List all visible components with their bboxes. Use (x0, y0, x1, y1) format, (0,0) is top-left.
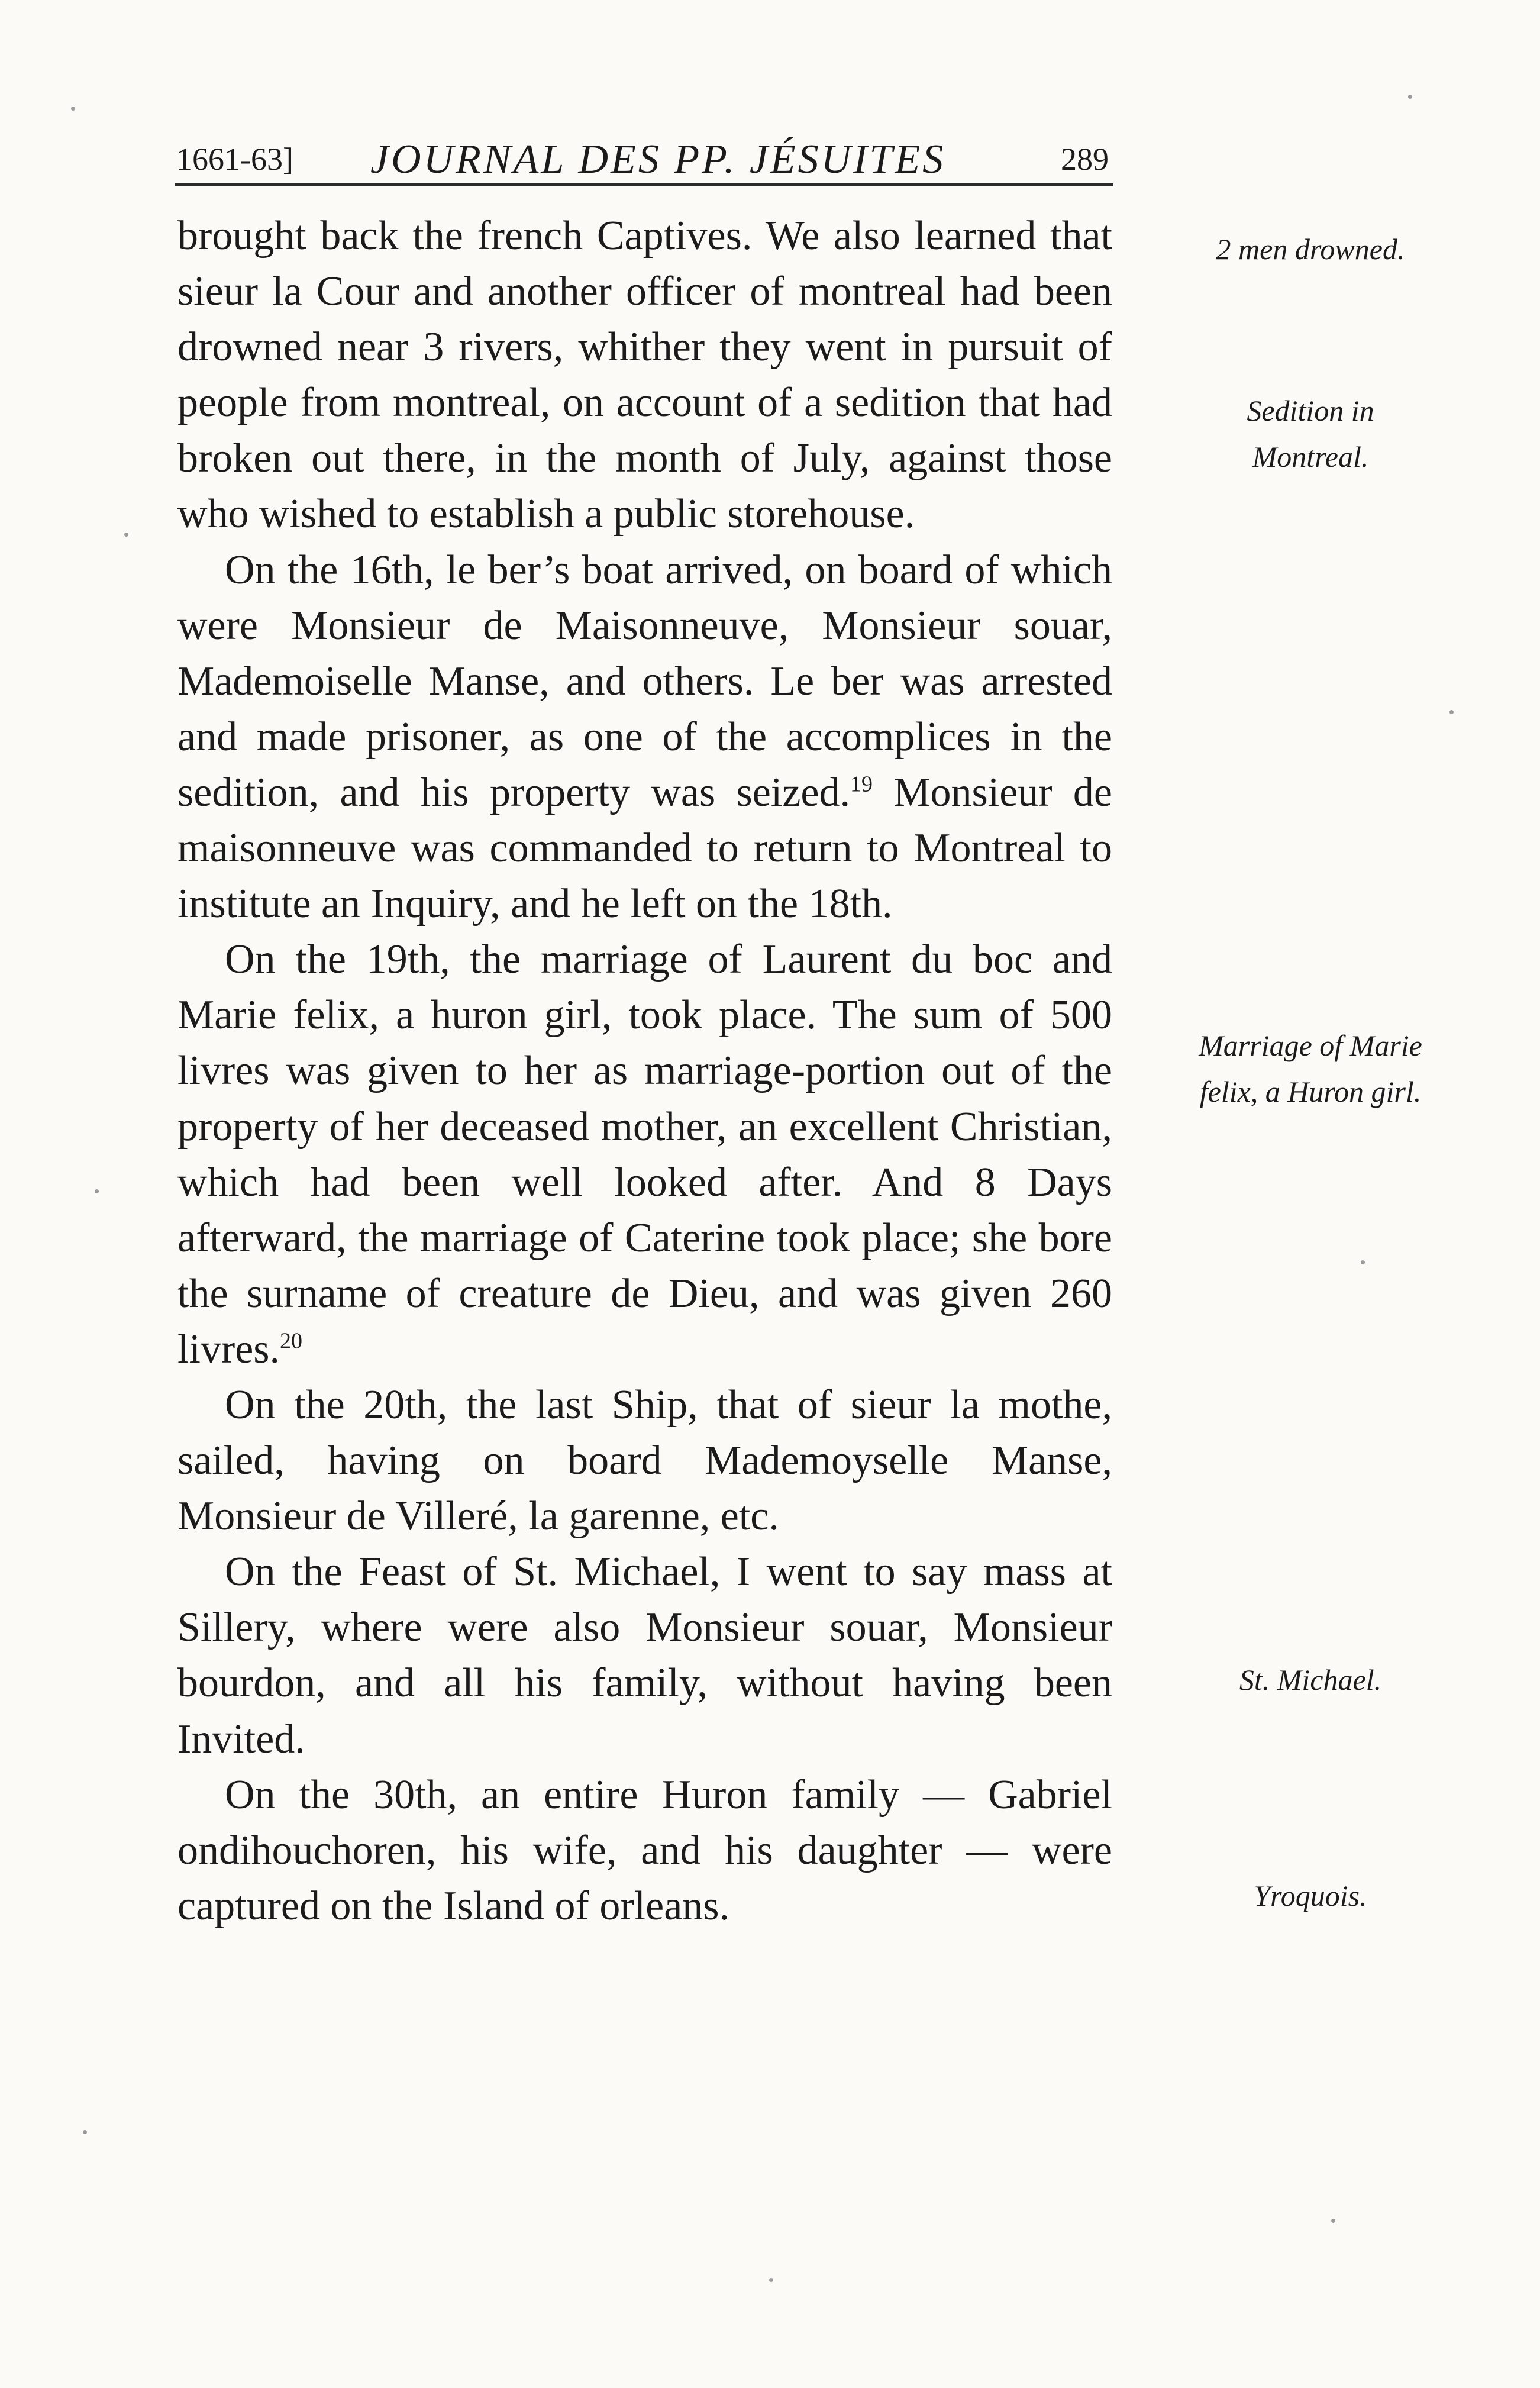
paragraph-19th: On the 19th, the marriage of Laurent du boc and Marie felix, a huron girl, took place. The sum of 500 livres was given to her as marriage-portion out of the property of her deceased mother, an excellent Christian, which had been well looked after. And 8 Days afterward, the marriage of Caterine took place; she bore the surname of creature de Dieu, and was given 260 livres.$^{20}$ (177, 937, 1112, 1372)
side-note-sedition: Sedition in Montreal. (1247, 394, 1374, 473)
page-number: 289 (1061, 141, 1109, 177)
speck (95, 1189, 99, 1193)
speck (1449, 710, 1454, 714)
main-text (177, 208, 1112, 1934)
paragraph-captives: brought back the french Captives. We also learned that sieur la Cour and another officer of montreal had been drowned near 3 rivers, whither they went in pursuit of people from montreal, on account of a sedition that had broken out there, in the month of July, against those who wished to establish a public storehouse. (177, 213, 1112, 537)
side-note-marriage: Marriage of Marie felix, a Huron girl. (1199, 1029, 1422, 1108)
side-note-st-michael: St. Michael. (1239, 1663, 1382, 1696)
header-years: 1661-63] (176, 141, 293, 177)
speck (1408, 95, 1412, 99)
header-title: JOURNAL DES PP. JÉSUITES (370, 137, 946, 182)
footnote-ref-20: 20 (280, 1328, 303, 1354)
side-note-men-drowned: 2 men drowned. (1216, 233, 1405, 266)
paragraph-16th: On the 16th, le ber’s boat arrived, on board of which were Monsieur de Maisonneuve, Monsieur souar, Mademoiselle Manse, and others. Le ber was arrested and made prisoner, as one of the accomplices in the sedition, and his property was seized.$^{19}$ Monsieur de maisonneuve was commanded to return to Montreal to institute an Inquiry, and he left on the 18th. (177, 547, 1112, 927)
paragraph-st-michael: On the Feast of St. Michael, I went to say mass at Sillery, where were also Monsieur souar, Monsieur bourdon, and all his family, without having been Invited. (177, 1549, 1112, 1762)
speck (1361, 1260, 1365, 1264)
speck (71, 107, 75, 111)
running-header (175, 130, 1113, 186)
footnote-ref-19: 19 (850, 772, 873, 797)
paragraph-20th: On the 20th, the last Ship, that of sieur la mothe, sailed, having on board Mademoyselle Manse, Monsieur de Villeré, la garenne, etc. (177, 1382, 1112, 1540)
speck (769, 2278, 773, 2282)
side-note-yroquois: Yroquois. (1254, 1879, 1367, 1912)
paragraph-30th: On the 30th, an entire Huron family — Gabriel ondihouchoren, his wife, and his daughter — were captured on the Island of orleans. (177, 1771, 1112, 1929)
speck (124, 533, 128, 537)
speck (83, 2130, 87, 2134)
speck (1331, 2219, 1335, 2223)
